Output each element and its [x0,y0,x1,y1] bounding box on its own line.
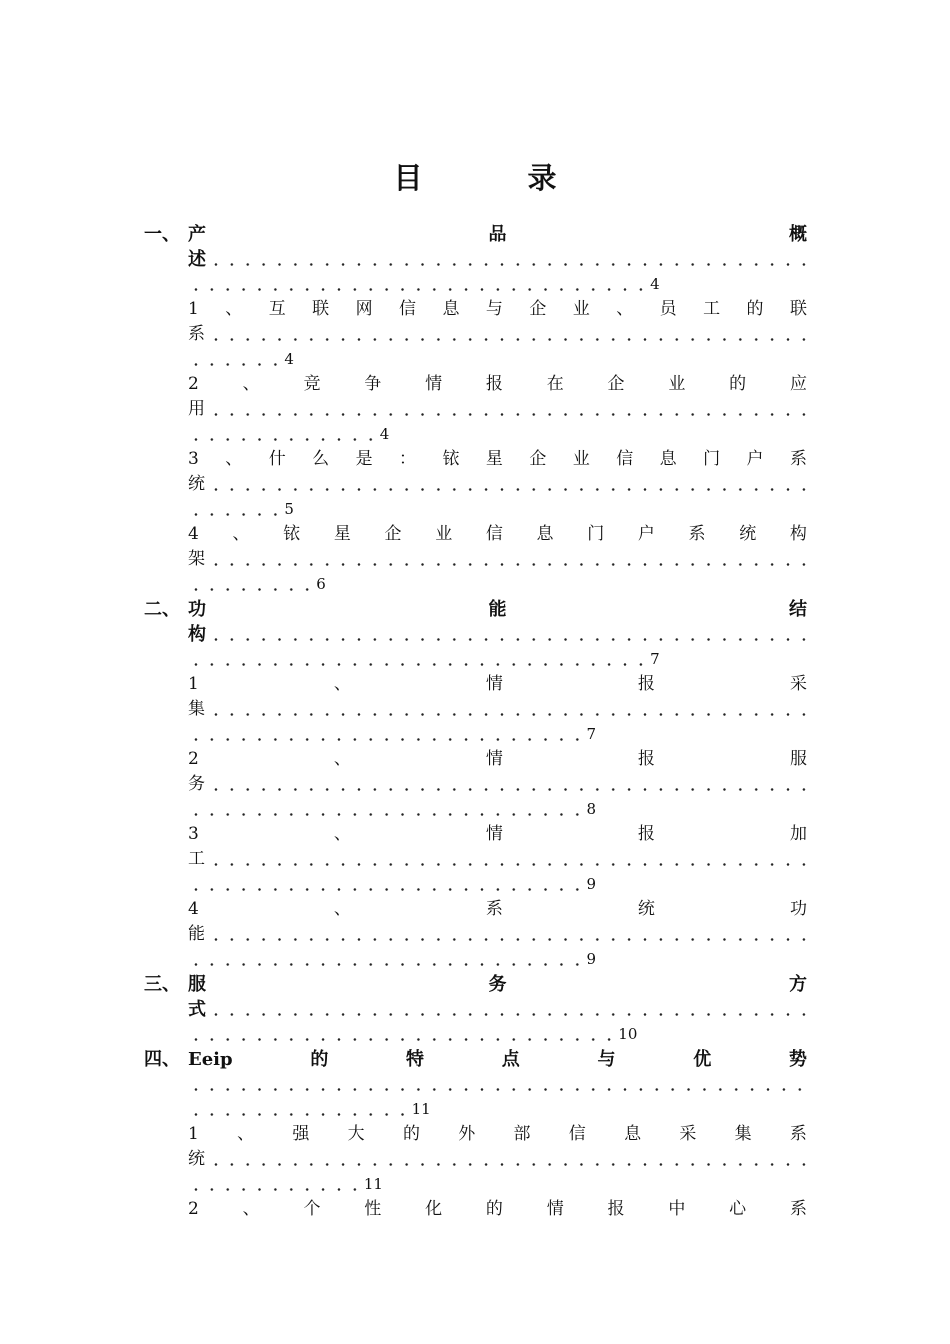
toc-page-number: 11 [363,1175,383,1193]
toc-heading-char: 、 [616,299,634,319]
toc-entry-leader [188,397,807,422]
toc-heading-char: 、 [333,749,351,769]
dot-leader [208,788,807,791]
toc-heading-char: 系 [789,1199,807,1219]
dot-leader [188,1172,363,1197]
toc-heading-char: 铱 [442,449,460,469]
toc-entry-page-line [188,272,807,297]
toc-heading-char: 争 [364,374,382,394]
toc-entry-page-line [188,1022,807,1047]
toc-heading-char: 员 [659,299,677,319]
toc-page-number: 6 [316,575,326,593]
toc-heading-char: 工 [703,299,721,319]
toc-heading-char: 系 [485,899,503,919]
toc-heading-char: 2 [188,749,199,769]
toc-heading-char: 心 [729,1199,747,1219]
toc-page-number: 9 [586,875,597,893]
toc-heading-char: 采 [679,1124,697,1144]
toc-entry-leader [188,472,807,497]
toc-heading-char: 大 [347,1124,365,1144]
toc-heading-char: 报 [607,1199,625,1219]
toc-entry-section[interactable] [0,747,950,822]
toc-heading-char: 什 [268,449,286,469]
toc-heading-tail: 统 [188,474,205,494]
toc-heading-char: 化 [425,1199,443,1219]
dot-leader [188,422,379,447]
toc-heading-char: 强 [292,1124,310,1144]
toc-heading-char: 4 [188,524,199,544]
toc-heading-char: 报 [485,374,503,394]
toc-heading-char: 结 [789,599,807,620]
toc-heading-char: 统 [637,899,655,919]
toc-heading-tail: 统 [188,1149,205,1169]
toc-heading-char: 、 [225,449,243,469]
toc-heading-char: 优 [693,1049,712,1070]
toc-heading-char: 构 [789,524,807,544]
toc-entry-leader [188,247,807,272]
dot-leader [208,863,807,866]
toc-heading-char: 与 [597,1049,616,1070]
toc-heading-char: 、 [333,674,351,694]
toc-heading-char: 2 [188,374,199,394]
toc-heading-char: 功 [789,899,807,919]
dot-leader [188,1022,617,1047]
toc-entry-page-line [188,1097,807,1122]
toc-heading-char: 、 [232,524,250,544]
toc-heading-char: 信 [616,449,634,469]
toc-page-number: 4 [379,425,390,443]
toc-heading-char: 点 [501,1049,520,1070]
toc-entry-heading [188,822,807,847]
toc-heading-char: 势 [788,1049,807,1070]
dot-leader [208,1163,807,1166]
toc-entry-leader [188,1147,807,1172]
toc-entry-leader [188,922,807,947]
toc-heading-char: 户 [637,524,655,544]
toc-heading-char: 信 [485,524,503,544]
toc-entry-page-line [188,347,807,372]
toc-entry-leader [188,847,807,872]
toc-heading-char: 系 [789,449,807,469]
toc-heading-char: 功 [188,599,206,620]
toc-entry-heading [188,597,807,622]
toc-heading-char: 联 [789,299,807,319]
toc-heading-tail: 务 [188,774,205,794]
toc-heading-char: 系 [688,524,706,544]
dot-leader [208,413,807,416]
toc-entry-page-line [188,797,807,822]
toc-entry-chapter[interactable] [0,597,950,672]
toc-entry-section[interactable] [0,522,950,597]
toc-entry-page-line [188,872,807,897]
dot-leader [188,272,649,297]
toc-heading-tail: 集 [188,699,205,719]
toc-heading-char: 务 [488,974,507,995]
toc-page-number: 4 [284,350,294,368]
toc-heading-char: 息 [624,1124,642,1144]
toc-heading-char: 系 [789,1124,807,1144]
toc-entry-heading [188,1197,807,1222]
toc-entry-leader [188,697,807,722]
toc-heading-char: 品 [488,224,507,245]
toc-entry-heading [188,897,807,922]
dot-leader [208,488,807,491]
toc-heading-char: 竞 [303,374,321,394]
toc-heading-char: 铱 [283,524,301,544]
table-of-contents [0,222,950,1222]
dot-leader [188,572,315,597]
toc-entry-heading [188,522,807,547]
toc-entry-page-line [188,647,807,672]
toc-heading-char: 在 [546,374,564,394]
toc-heading-char: 信 [399,299,417,319]
toc-heading-tail: 工 [188,849,205,869]
toc-heading-tail: 述 [188,249,206,270]
toc-heading-char: 、 [237,1124,255,1144]
toc-page-number: 7 [586,725,597,743]
toc-heading-char: 、 [333,824,351,844]
toc-entry-page-line [188,1172,807,1197]
toc-entry-leader [188,547,807,572]
dot-leader [208,563,807,566]
toc-heading-tail: 式 [188,999,206,1020]
dot-leader [208,1013,807,1016]
toc-page-number: 11 [411,1100,431,1118]
toc-heading-char: 方 [789,974,807,995]
toc-heading-tail: 架 [188,549,205,569]
toc-page-number: 7 [650,650,660,668]
dot-leader [208,713,807,716]
toc-entry-number: 二、 [144,599,180,620]
toc-heading-char: 概 [789,224,807,245]
toc-entry-page-line [188,422,807,447]
toc-heading-char: 情 [485,824,503,844]
toc-entry-heading [188,672,807,697]
toc-heading-char: 部 [513,1124,531,1144]
toc-heading-char: 产 [188,224,206,245]
toc-heading-char: 业 [668,374,686,394]
dot-leader [188,1088,807,1091]
toc-entry-number: 四、 [144,1049,180,1070]
toc-heading-char: 息 [659,449,677,469]
toc-heading-char: 门 [587,524,605,544]
toc-entry-page-line [188,947,807,972]
toc-entry-chapter[interactable] [0,1047,950,1122]
dot-leader [208,938,807,941]
toc-entry-chapter[interactable] [0,972,950,1047]
toc-entry-section[interactable] [0,822,950,897]
toc-heading-tail: 系 [188,324,205,344]
toc-heading-char: 、 [225,299,243,319]
toc-entry-number: 一、 [144,224,180,245]
toc-heading-char: 中 [668,1199,686,1219]
toc-heading-char: 、 [242,1199,260,1219]
toc-heading-char: 互 [268,299,286,319]
toc-heading-char: 息 [536,524,554,544]
toc-heading-char: 业 [572,299,590,319]
toc-heading-char: Eeip [188,1049,233,1070]
toc-entry-leader [188,997,807,1022]
dot-leader [188,497,283,522]
toc-entry-page-line [188,497,807,522]
toc-title: 目 录 [393,161,595,195]
toc-entry-section[interactable] [0,372,950,447]
toc-heading-char: 企 [384,524,402,544]
toc-entry-section[interactable] [0,297,950,372]
toc-entry-heading [188,1047,807,1072]
toc-heading-char: 性 [364,1199,382,1219]
toc-heading-char: 的 [729,374,747,394]
toc-entry-leader [188,322,807,347]
dot-leader [188,947,586,972]
toc-heading-char: 的 [310,1049,329,1070]
toc-heading-char: 户 [746,449,764,469]
toc-page-number: 10 [618,1025,638,1043]
toc-heading-tail: 构 [188,624,206,645]
toc-heading-char: 联 [312,299,330,319]
dot-leader [208,338,807,341]
toc-heading-char: 个 [303,1199,321,1219]
toc-entry-section[interactable] [0,897,950,972]
toc-heading-char: 企 [529,449,547,469]
toc-heading-char: 业 [572,449,590,469]
toc-page-number: 8 [586,800,597,818]
toc-entry-heading [188,447,807,472]
toc-heading-char: 的 [746,299,764,319]
toc-entry-section[interactable] [0,1122,950,1197]
toc-entry-leader [188,772,807,797]
toc-entry-heading [188,222,807,247]
toc-entry-heading [188,297,807,322]
toc-heading-char: 、 [333,899,351,919]
toc-entry-heading [188,972,807,997]
dot-leader [208,263,807,266]
toc-heading-char: 、 [242,374,260,394]
toc-heading-char: 的 [402,1124,420,1144]
toc-entry-page-line [188,572,807,597]
toc-heading-char: 应 [789,374,807,394]
toc-heading-char: 报 [637,674,655,694]
toc-heading-char: 星 [333,524,351,544]
toc-heading-char: 网 [355,299,373,319]
dot-leader [208,638,807,641]
toc-heading-char: 特 [406,1049,425,1070]
dot-leader [188,872,586,897]
toc-heading-char: 么 [312,449,330,469]
toc-entry-section[interactable] [0,1197,950,1222]
dot-leader [188,1097,411,1122]
toc-page-number: 5 [284,500,294,518]
toc-heading-char: 业 [435,524,453,544]
toc-heading-char: 集 [734,1124,752,1144]
toc-heading-char: 3 [188,824,199,844]
toc-heading-char: 信 [568,1124,586,1144]
toc-page-number: 4 [650,275,660,293]
toc-entry-leader [188,622,807,647]
toc-heading-char: 是 [355,449,373,469]
toc-heading-char: 服 [789,749,807,769]
toc-heading-tail: 用 [188,399,205,419]
toc-entry-heading [188,1122,807,1147]
toc-heading-char: ： [399,449,417,469]
toc-heading-char: 服 [188,974,206,995]
toc-heading-char: 3 [188,449,199,469]
toc-heading-char: 采 [789,674,807,694]
toc-heading-char: 1 [188,1124,199,1144]
toc-heading-char: 报 [637,824,655,844]
dot-leader [188,647,649,672]
toc-heading-char: 能 [488,599,507,620]
toc-heading-char: 与 [485,299,503,319]
toc-heading-char: 外 [458,1124,476,1144]
dot-leader [188,797,586,822]
toc-entry-heading [188,747,807,772]
toc-heading-char: 息 [442,299,460,319]
toc-heading-char: 的 [485,1199,503,1219]
toc-heading-char: 情 [425,374,443,394]
toc-entry-number: 三、 [144,974,180,995]
toc-heading-char: 企 [529,299,547,319]
toc-heading-char: 报 [637,749,655,769]
toc-entry-chapter[interactable] [0,222,950,297]
toc-heading-char: 门 [703,449,721,469]
toc-heading-char: 2 [188,1199,199,1219]
toc-heading-char: 加 [789,824,807,844]
dot-leader [188,722,586,747]
dot-leader [188,347,283,372]
toc-heading-char: 星 [485,449,503,469]
toc-heading-char: 统 [739,524,757,544]
toc-heading-char: 情 [546,1199,564,1219]
toc-entry-section[interactable] [0,447,950,522]
toc-entry-leader [188,1072,807,1097]
toc-entry-heading [188,372,807,397]
toc-entry-page-line [188,722,807,747]
toc-page-number: 9 [586,950,597,968]
toc-heading-char: 1 [188,299,199,319]
toc-heading-char: 情 [485,749,503,769]
toc-entry-section[interactable] [0,672,950,747]
toc-heading-char: 4 [188,899,199,919]
toc-heading-char: 企 [607,374,625,394]
toc-heading-tail: 能 [188,924,205,944]
toc-heading-char: 1 [188,674,199,694]
toc-heading-char: 情 [485,674,503,694]
